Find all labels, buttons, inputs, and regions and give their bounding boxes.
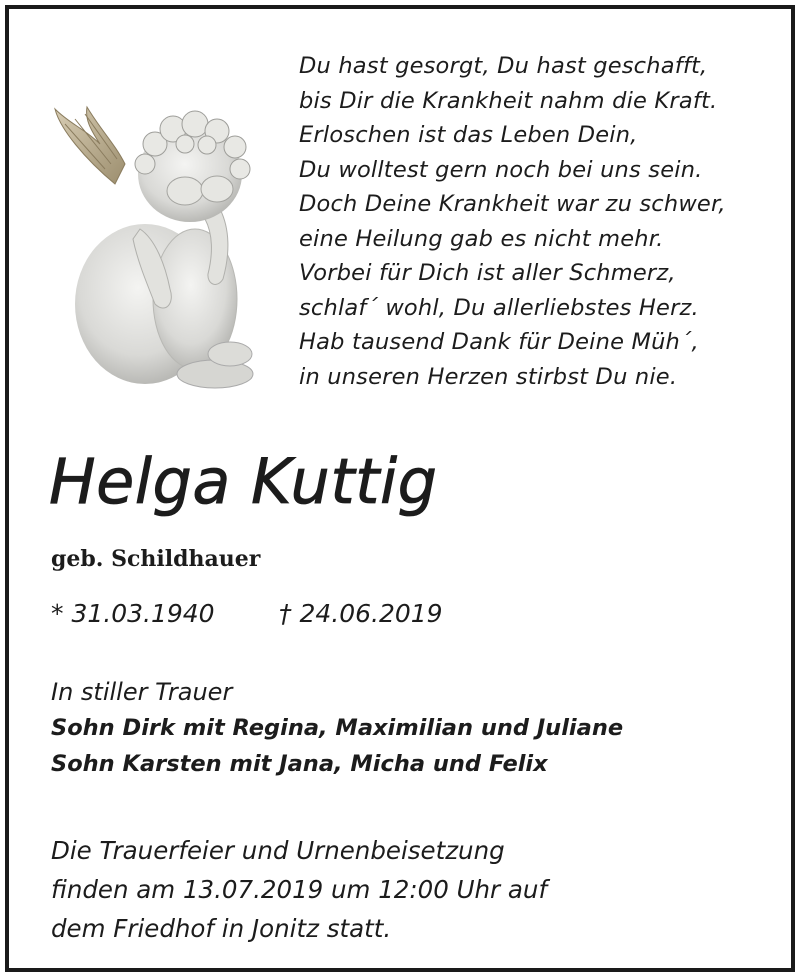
birth-date: * 31.03.1940 (51, 599, 215, 628)
funeral-line: Die Trauerfeier und Urnenbeisetzung (51, 836, 505, 865)
poem-line: Vorbei für Dich ist aller Schmerz, (299, 260, 676, 286)
maiden-name: geb. Schildhauer (51, 546, 261, 572)
poem-line: in unseren Herzen stirbst Du nie. (299, 363, 678, 390)
poem-line: Hab tausend Dank für Deine Müh´, (299, 329, 699, 355)
deceased-name: Helga Kuttig (49, 445, 438, 518)
poem-line: Du hast gesorgt, Du hast geschafft, (299, 53, 708, 79)
poem-line: Du wolltest gern noch bei uns sein. (299, 156, 703, 183)
funeral-line: finden am 13.07.2019 um 12:00 Uhr auf (51, 875, 548, 904)
poem-line: Erloschen ist das Leben Dein, (299, 122, 638, 148)
mourners-block (51, 674, 623, 782)
obituary-card (5, 5, 795, 972)
poem-line: bis Dir die Krankheit nahm die Kraft. (299, 87, 718, 114)
mourner-line: Sohn Karsten mit Jana, Micha und Felix (51, 751, 548, 777)
weeping-angel-icon (45, 89, 260, 394)
funeral-notice (51, 831, 547, 948)
death-date: † 24.06.2019 (279, 599, 443, 628)
poem-line: eine Heilung gab es nicht mehr. (299, 225, 664, 252)
mourner-line: Sohn Dirk mit Regina, Maximilian und Juliane (51, 715, 624, 741)
life-dates (51, 599, 443, 628)
poem-line: Doch Deine Krankheit war zu schwer, (299, 191, 726, 217)
poem-line: schlaf´ wohl, Du allerliebstes Herz. (299, 294, 699, 321)
mourners-intro: In stiller Trauer (51, 678, 233, 706)
poem (299, 49, 779, 394)
funeral-line: dem Friedhof in Jonitz statt. (51, 914, 392, 943)
